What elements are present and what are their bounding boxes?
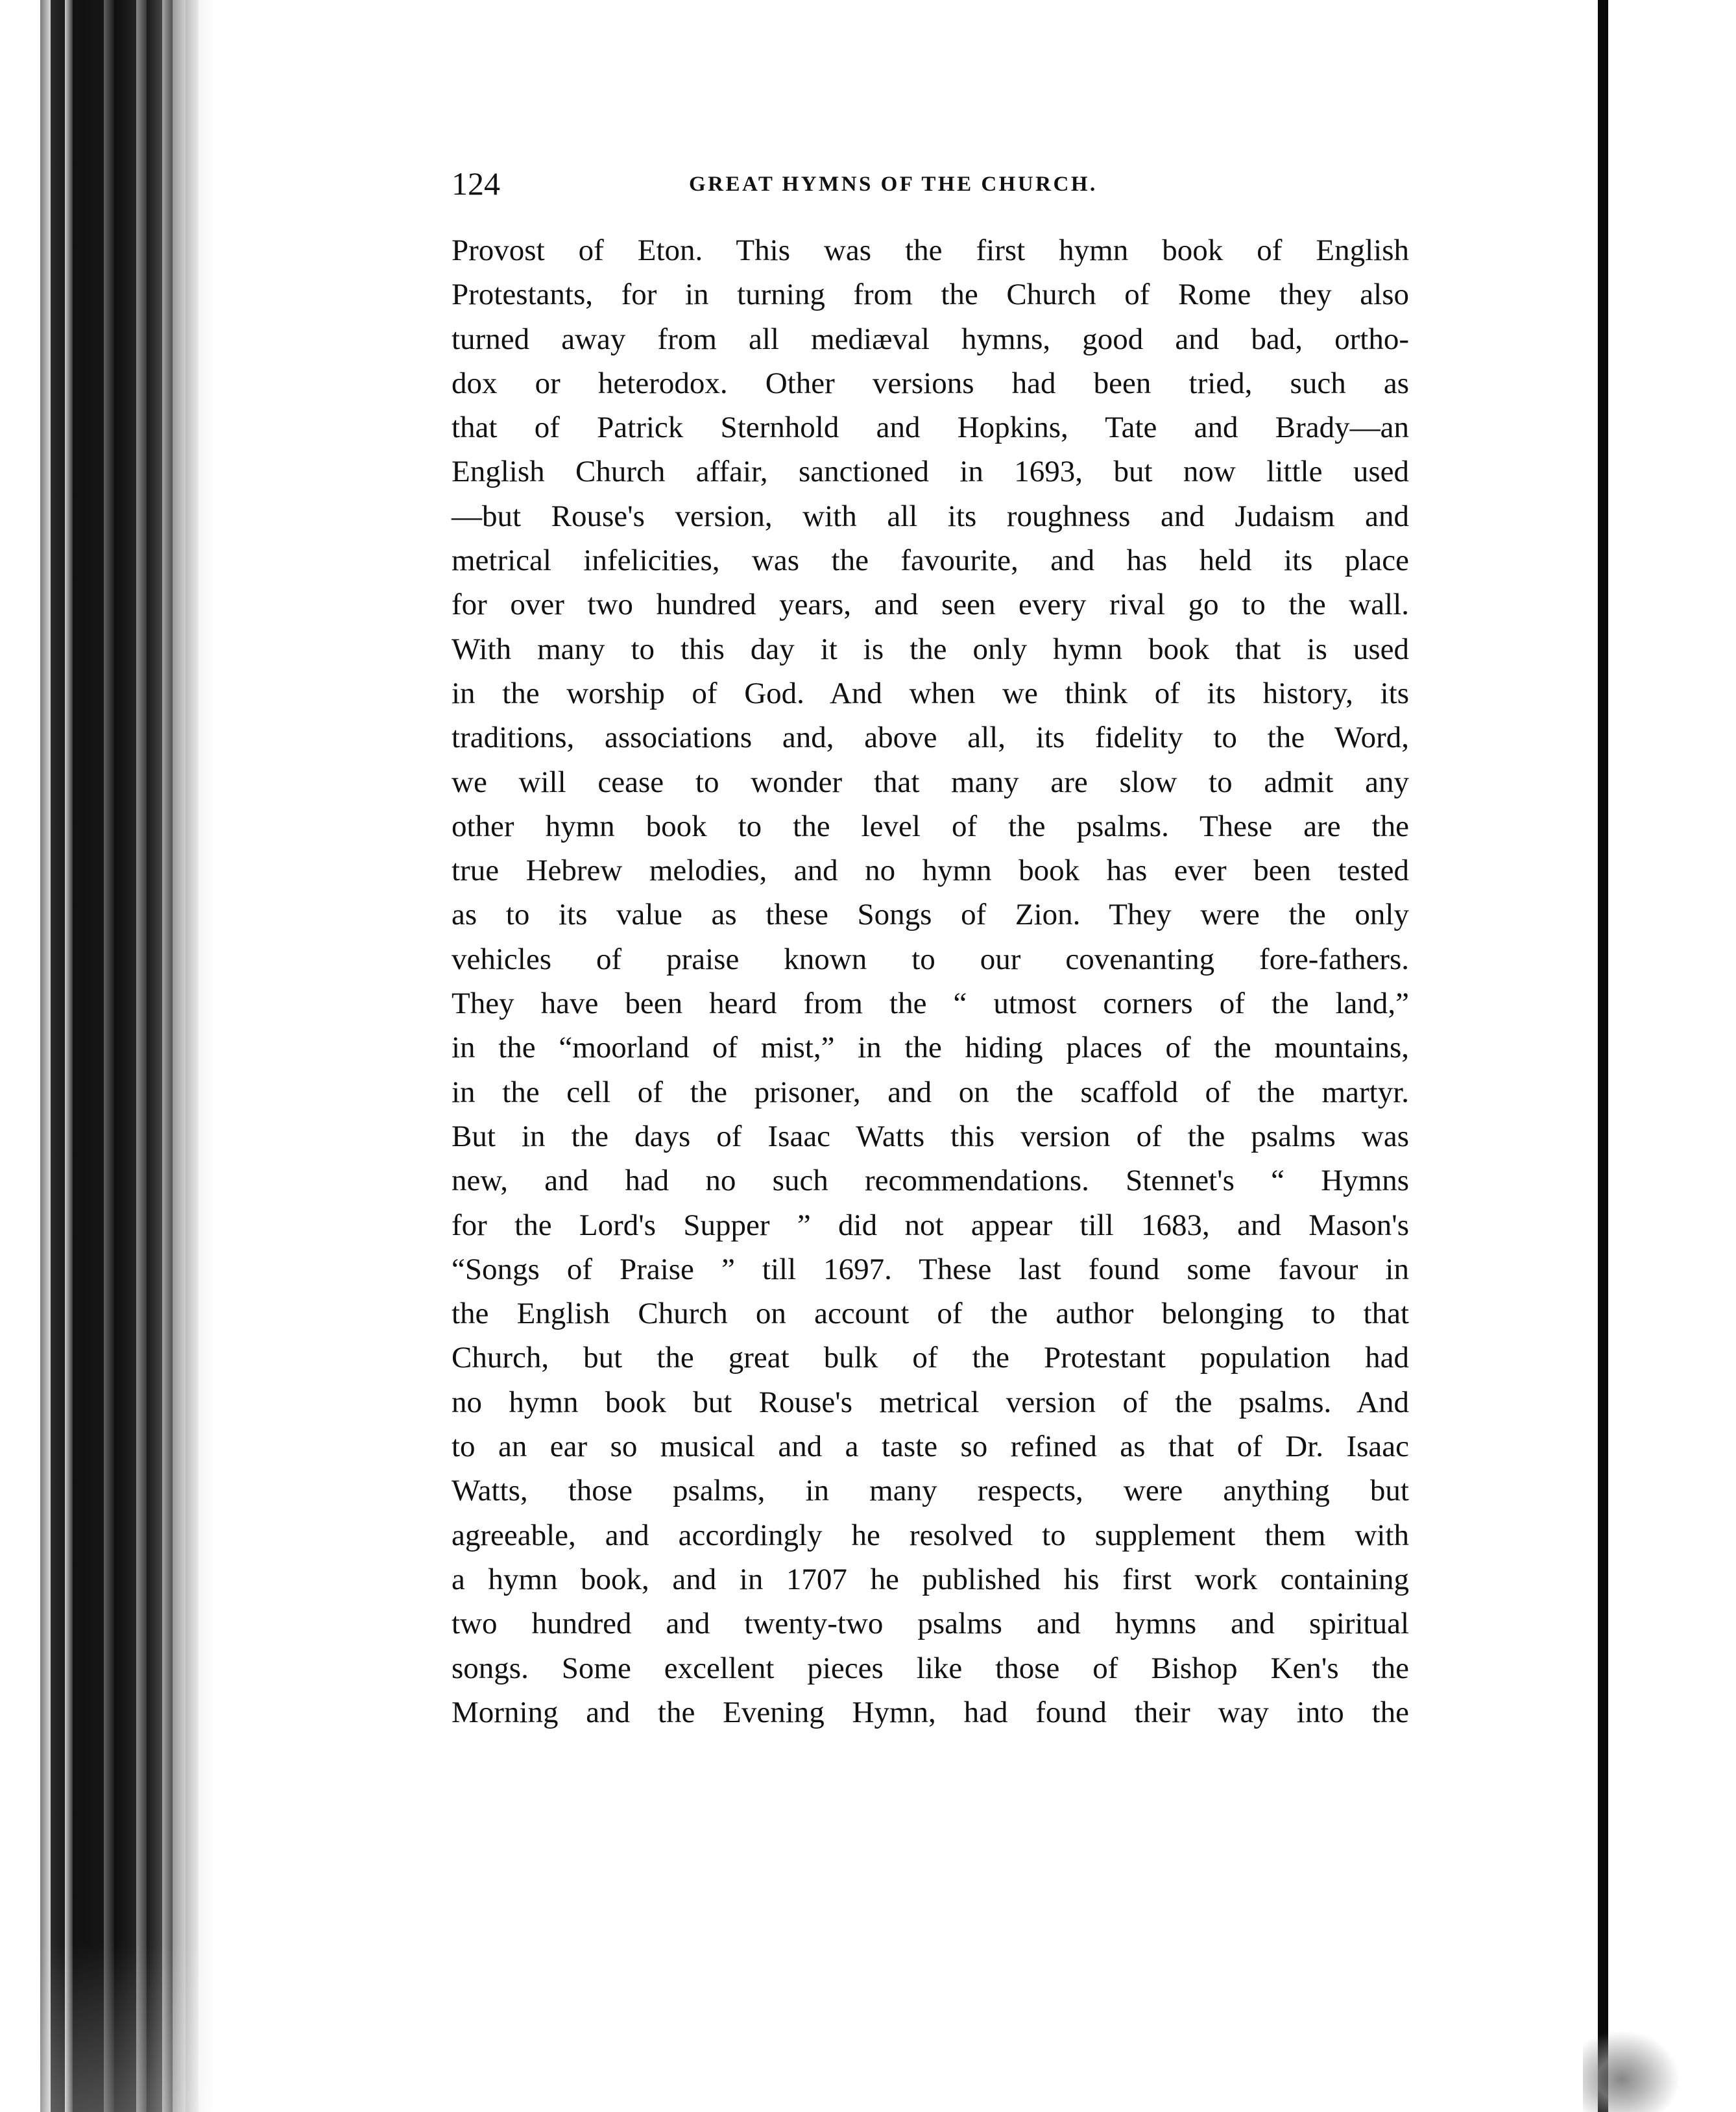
text-line: in the cell of the prisoner, and on the scaffold of the martyr.: [452, 1075, 1409, 1109]
scan-corner-smudge: [1583, 2030, 1680, 2112]
text-line: agreeable, and accordingly he resolved to supplement them with: [452, 1518, 1409, 1552]
text-line: Morning and the Evening Hymn, had found their way into the: [452, 1695, 1409, 1729]
text-line: Watts, those psalms, in many respects, were anything but: [452, 1474, 1409, 1508]
body-text: [452, 228, 1409, 1734]
text-line: in the “moorland of mist,” in the hiding places of the mountains,: [452, 1031, 1409, 1065]
text-line: a hymn book, and in 1707 he published his first work containing: [452, 1562, 1409, 1596]
page-right-margin: [1608, 0, 1736, 2112]
text-line: Protestants, for in turning from the Church of Rome they also: [452, 278, 1409, 312]
text-line: for the Lord's Supper ” did not appear till 1683, and Mason's: [452, 1208, 1409, 1242]
page-right-border: [1598, 0, 1608, 2112]
text-line: true Hebrew melodies, and no hymn book has ever been tested: [452, 854, 1409, 888]
page-header: [452, 161, 1409, 206]
text-line: songs. Some excellent pieces like those of Bishop Ken's the: [452, 1651, 1409, 1685]
text-line: turned away from all mediæval hymns, good and bad, ortho-: [452, 322, 1409, 356]
text-line: new, and had no such recommendations. Stennet's “ Hymns: [452, 1164, 1409, 1198]
text-line: English Church affair, sanctioned in 1693, but now little used: [452, 455, 1409, 489]
text-line: as to its value as these Songs of Zion. They were the only: [452, 898, 1409, 932]
text-line: But in the days of Isaac Watts this version of the psalms was: [452, 1119, 1409, 1153]
text-line: With many to this day it is the only hymn book that is used: [452, 632, 1409, 666]
running-head: GREAT HYMNS OF THE CHURCH.: [689, 173, 1098, 196]
text-line: other hymn book to the level of the psalms. These are the: [452, 809, 1409, 843]
text-line: to an ear so musical and a taste so refined as that of Dr. Isaac: [452, 1430, 1409, 1464]
text-line: traditions, associations and, above all, its fidelity to the Word,: [452, 721, 1409, 755]
text-line: two hundred and twenty-two psalms and hymns and spiritual: [452, 1607, 1409, 1641]
text-line: we will cease to wonder that many are slow to admit any: [452, 765, 1409, 799]
text-line: in the worship of God. And when we think of its history, its: [452, 676, 1409, 710]
text-line: no hymn book but Rouse's metrical version of the psalms. And: [452, 1385, 1409, 1419]
text-line: metrical infelicities, was the favourite, and has held its place: [452, 544, 1409, 578]
book-edge-fade: [0, 0, 214, 2112]
text-line: Provost of Eton. This was the first hymn book of English: [452, 234, 1409, 267]
text-line: They have been heard from the “ utmost corners of the land,”: [452, 987, 1409, 1021]
text-line: —but Rouse's version, with all its roughness and Judaism and: [452, 499, 1409, 533]
text-line: the English Church on account of the author belonging to that: [452, 1297, 1409, 1331]
text-line: Church, but the great bulk of the Protestant population had: [452, 1341, 1409, 1375]
text-line: that of Patrick Sternhold and Hopkins, Tate and Brady—an: [452, 411, 1409, 445]
page-number: 124: [452, 165, 500, 202]
text-line: “Songs of Praise ” till 1697. These last found some favour in: [452, 1252, 1409, 1286]
text-line: vehicles of praise known to our covenanting fore-fathers.: [452, 942, 1409, 976]
text-line: dox or heterodox. Other versions had been tried, such as: [452, 366, 1409, 400]
text-line: for over two hundred years, and seen every rival go to the wall.: [452, 588, 1409, 622]
